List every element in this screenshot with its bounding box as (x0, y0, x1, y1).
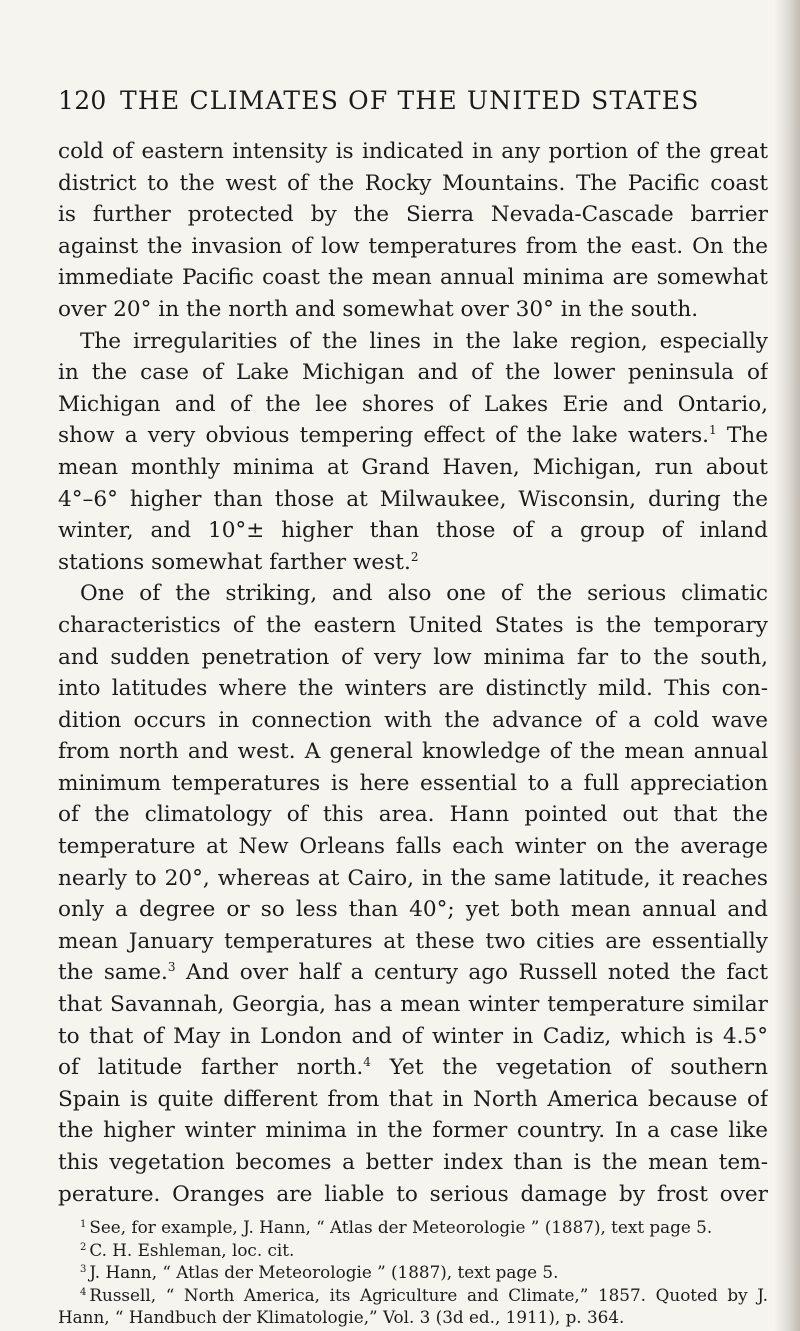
body-line: of latitude farther north.$^4$ Yet the vegetation of southern (58, 1055, 768, 1081)
body-line: this vegetation becomes a better index than is the mean tem- (58, 1150, 768, 1175)
body-line: into latitudes where the winters are distinctly mild. This con- (58, 676, 768, 702)
body-line: stations somewhat farther west.$^2$ (58, 549, 419, 575)
body-line: One of the striking, and also one of the serious climatic (80, 581, 768, 607)
footnote-ref: 4 (363, 1055, 371, 1070)
footnote-ref: 1 (709, 423, 717, 438)
body-line: immediate Pacific coast the mean annual minima are somewhat (58, 265, 768, 291)
body-line: the higher winter minima in the former country. In a case like (58, 1118, 768, 1144)
footnote: $^2$ C. H. Eshleman, loc. cit. (80, 1239, 295, 1260)
body-line: mean monthly minima at Grand Haven, Michigan, run about (58, 454, 768, 480)
body-line: 4°–6° higher than those at Milwaukee, Wisconsin, during the (58, 486, 768, 512)
body-line: against the invasion of low temperatures from the east. On the (58, 233, 768, 259)
body-line: minimum temperatures is here essential to a full appreciation (58, 770, 768, 796)
footnote-continuation: Hann, “ Handbuch der Klimatologie,” Vol. 3 (3d ed., 1911), p. 364. (58, 1307, 625, 1328)
body-line: mean January temperatures at these two cities are essentially (58, 928, 768, 954)
body-line: in the case of Lake Michigan and of the lower peninsula of (58, 360, 768, 386)
running-head (58, 86, 768, 122)
body-line: characteristics of the eastern United States is the temporary (58, 612, 768, 638)
page-number: 120 (58, 86, 107, 115)
body-text (58, 136, 768, 1210)
body-line: to that of May in London and of winter in Cadiz, which is 4.5° (58, 1023, 768, 1049)
body-line: cold of eastern intensity is indicated in any portion of the great (58, 139, 768, 164)
body-line: of the climatology of this area. Hann pointed out that the (58, 802, 768, 828)
body-line: show a very obvious tempering effect of the lake waters.$^1$ The (58, 423, 768, 449)
body-line: Spain is quite different from that in North America because of (58, 1086, 768, 1112)
footnotes (58, 1216, 768, 1329)
book-page (58, 86, 768, 1329)
body-line: dition occurs in connection with the advance of a cold wave (58, 707, 768, 733)
body-line: winter, and 10°± higher than those of a group of inland (58, 518, 768, 544)
body-line: is further protected by the Sierra Nevada-Cascade barrier (58, 202, 768, 228)
body-line: that Savannah, Georgia, has a mean winter temperature similar (58, 992, 768, 1018)
body-line: only a degree or so less than 40°; yet both mean annual and (58, 897, 768, 923)
body-line: The irregularities of the lines in the lake region, especially (80, 328, 768, 354)
body-line: Michigan and of the lee shores of Lakes Erie and Ontario, (58, 391, 768, 417)
body-line: from north and west. A general knowledge of the mean annual (58, 739, 768, 765)
body-line: perature. Oranges are liable to serious damage by frost over (58, 1181, 768, 1207)
footnote-ref: 3 (167, 960, 176, 975)
body-line: over 20° in the north and somewhat over 30° in the south. (58, 296, 699, 322)
footnote: $^4$ Russell, “ North America, its Agriculture and Climate,” 1857. Quoted by J. (80, 1284, 768, 1305)
footnote-ref: 2 (410, 549, 419, 564)
body-line: the same.$^3$ And over half a century ago Russell noted the fact (58, 960, 768, 986)
chapter-title: THE CLIMATES OF THE UNITED STATES (120, 86, 700, 115)
body-line: temperature at New Orleans falls each winter on the average (58, 834, 768, 860)
footnote: $^3$ J. Hann, “ Atlas der Meteorologie ” (1887), text page 5. (80, 1262, 559, 1283)
body-line: nearly to 20°, whereas at Cairo, in the same latitude, it reaches (58, 865, 768, 891)
footnote: $^1$ See, for example, J. Hann, “ Atlas der Meteorologie ” (1887), text page 5. (80, 1217, 713, 1238)
body-line: district to the west of the Rocky Mountains. The Pacific coast (58, 170, 768, 196)
body-line: and sudden penetration of very low minima far to the south, (58, 644, 768, 670)
page-edge-shadow (774, 0, 800, 1331)
